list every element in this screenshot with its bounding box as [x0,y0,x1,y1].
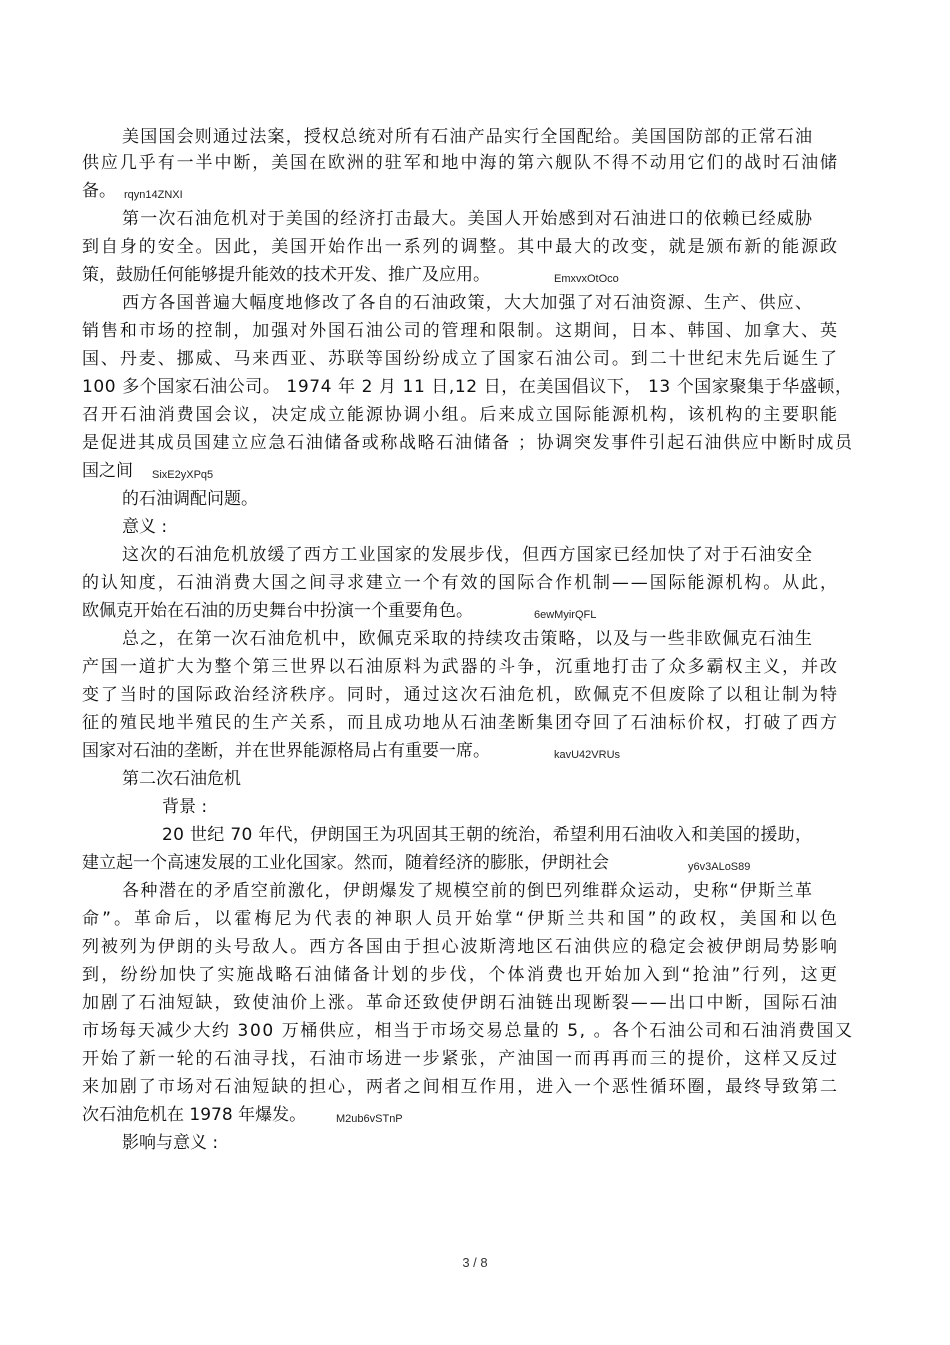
line-text: 的石油调配问题。 [122,489,258,509]
line-text: 建立起一个高速发展的工业化国家。然而，随着经济的膨胀，伊朗社会 [82,853,609,873]
line-text: 召开石油消费国会议，决定成立能源协调小组。后来成立国际能源机构，该机构的主要职能 [82,405,839,425]
reference-code: y6v3ALoS89 [688,861,751,873]
text-line [122,1132,218,1156]
text-line [82,404,839,428]
line-text: 变了当时的国际政治经济秩序。同时，通过这次石油危机，欧佩克不但废除了以租让制为特 [82,685,839,705]
text-line [122,292,813,316]
text-line [82,180,116,204]
text-line [82,1048,839,1072]
reference-code: EmxvxOtOco [554,273,619,285]
text-line [82,712,839,736]
line-text: 加剧了石油短缺，致使油价上涨。革命还致使伊朗石油链出现断裂——出口中断，国际石油 [82,993,839,1013]
line-text: 备。 [82,181,116,201]
line-text: 背景 : [162,797,208,817]
text-line [122,208,813,232]
text-line [82,432,854,456]
line-text: 美国国会则通过法案，授权总统对所有石油产品实行全国配给。美国国防部的正常石油 [122,127,814,147]
reference-code: kavU42VRUs [554,749,621,761]
line-text: 命”。革命后，以霍梅尼为代表的神职人员开始掌“伊斯兰共和国”的政权，美国和以色 [82,909,841,929]
text-line [82,1104,306,1128]
line-text: 第二次石油危机 [122,769,241,789]
text-line [82,348,839,372]
line-text: 国、丹麦、挪威、马来西亚、苏联等国纷纷成立了国家石油公司。到二十世纪末先后诞生了 [82,349,839,369]
line-text: 欧佩克开始在石油的历史舞台中扮演一个重要角色。 [82,601,473,621]
text-line [82,320,839,344]
line-text: 供应几乎有一半中断，美国在欧洲的驻军和地中海的第六舰队不得不动用它们的战时石油储 [82,153,839,173]
reference-code: rqyn14ZNXI [124,189,183,201]
line-text: 销售和市场的控制，加强对外国石油公司的管理和限制。这期间，日本、韩国、加拿大、英 [82,321,839,341]
text-line [82,1076,839,1100]
line-text: 各种潜在的矛盾空前激化，伊朗爆发了规模空前的倒巴列维群众运动，史称“伊斯兰革 [122,881,814,901]
text-line [122,880,813,904]
text-line [82,1020,854,1044]
line-text: 这次的石油危机放缓了西方工业国家的发展步伐，但西方国家已经加快了对于石油安全 [122,545,814,565]
text-line [82,852,609,876]
text-line [122,488,258,512]
line-text: 的认知度，石油消费大国之间寻求建立一个有效的国际合作机制——国际能源机构。从此， [82,573,839,593]
line-text: 次石油危机在 1978 年爆发。 [82,1105,307,1125]
line-text: 来加剧了市场对石油短缺的担心，两者之间相互作用，进入一个恶性循环圈，最终导致第二 [82,1077,839,1097]
line-text: 第一次石油危机对于美国的经济打击最大。美国人开始感到对石油进口的依赖已经威胁 [122,209,814,229]
text-line [162,824,812,848]
text-line [82,656,839,680]
line-text: 到，纷纷加快了实施战略石油储备计划的步伐，个体消费也开始加入到“抢油”行列，这更 [82,965,840,985]
reference-code: SixE2yXPq5 [152,469,214,481]
line-text: 策，鼓励任何能够提升能效的技术开发、推广及应用。 [82,265,490,285]
text-line [82,600,473,624]
text-line [82,376,853,400]
line-text: 开始了新一轮的石油寻找，石油市场进一步紧张，产油国一而再再而三的提价，这样又反过 [82,1049,839,1069]
text-line [82,936,839,960]
text-line [82,264,490,288]
line-text: 产国一道扩大为整个第三世界以石油原料为武器的斗争，沉重地打击了众多霸权主义，并改 [82,657,839,677]
text-line [122,768,241,792]
text-line [122,544,813,568]
reference-code: 6ewMyirQFL [534,609,597,621]
line-text: 影响与意义 : [122,1133,219,1153]
text-line [82,964,839,988]
reference-code: M2ub6vSTnP [336,1113,403,1125]
text-line [82,740,490,764]
page-number: 3 / 8 [462,1255,488,1270]
text-line [82,236,839,260]
text-line [162,796,207,820]
line-text: 意义 : [122,517,168,537]
text-line [82,684,839,708]
text-line [82,152,839,176]
line-text: 市场每天减少大约 300 万桶供应，相当于市场交易总量的 5, 。各个石油公司和石油消费国又 [82,1021,854,1041]
line-text: 征的殖民地半殖民的生产关系，而且成功地从石油垄断集团夺回了石油标价权，打破了西方 [82,713,839,733]
line-text: 20 世纪 70 年代，伊朗国王为巩固其王朝的统治，希望利用石油收入和美国的援助， [162,825,813,845]
line-text: 100 多个国家石油公司。 1974 年 2 月 11 日,12 日，在美国倡议下， 13 个国家聚集于华盛顿， [82,377,853,397]
line-text: 总之，在第一次石油危机中，欧佩克采取的持续攻击策略，以及与一些非欧佩克石油生 [122,629,814,649]
line-text: 西方各国普遍大幅度地修改了各自的石油政策，大大加强了对石油资源、生产、供应、 [122,293,814,313]
text-line [122,628,813,652]
line-text: 国家对石油的垄断，并在世界能源格局占有重要一席。 [82,741,490,761]
text-line [122,126,813,150]
text-line [82,460,133,484]
text-line [82,992,839,1016]
text-line [82,572,839,596]
text-line [122,516,167,540]
line-text: 到自身的安全。因此，美国开始作出一系列的调整。其中最大的改变，就是颁布新的能源政 [82,237,839,257]
line-text: 是促进其成员国建立应急石油储备或称战略石油储备 ；协调突发事件引起石油供应中断时成员 [82,433,854,453]
text-line [82,908,840,932]
line-text: 国之间 [82,461,133,481]
line-text: 列被列为伊朗的头号敌人。西方各国由于担心波斯湾地区石油供应的稳定会被伊朗局势影响 [82,937,839,957]
